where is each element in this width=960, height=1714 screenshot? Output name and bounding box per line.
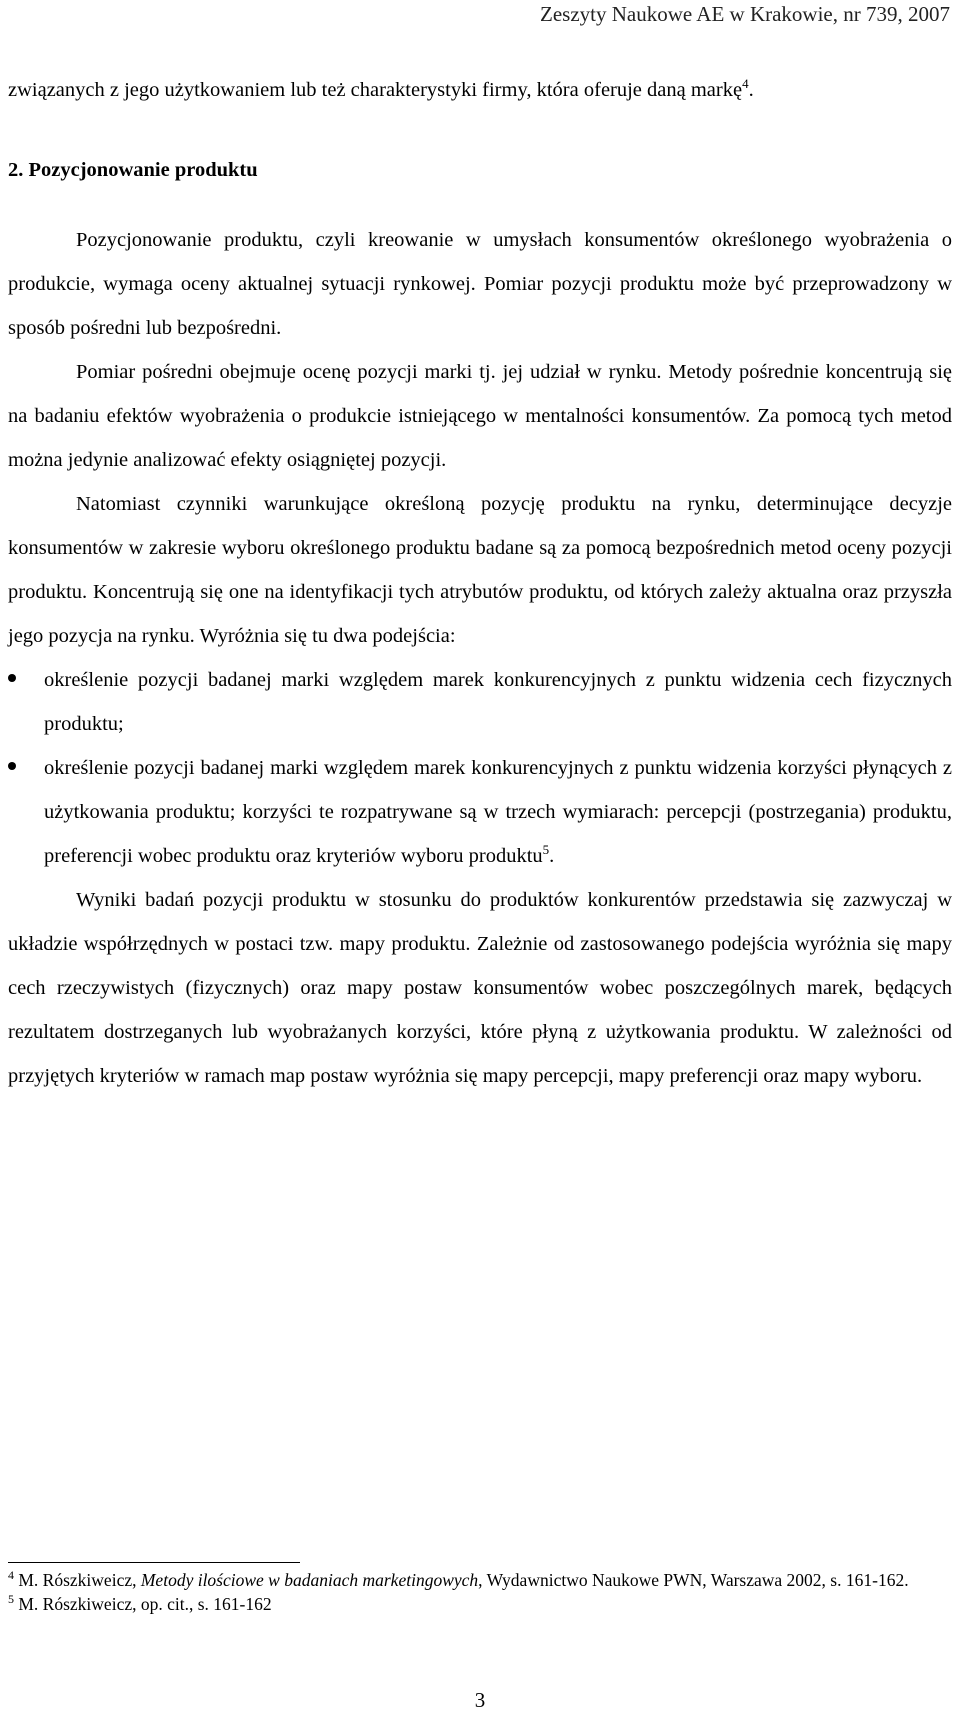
list-item-text: określenie pozycji badanej marki względem marek konkurencyjnych z punktu widzenia korzyści płynących z użytkowania produktu; korzyści te rozpatrywane są w trzech wymiarach: percepcji (postrzegania) produktu, preferencji wobec produktu oraz kryteriów wyboru produktu xyxy=(44,757,952,867)
page-body xyxy=(8,68,952,1098)
footnote-author: M. Rószkiweicz, xyxy=(18,1570,137,1590)
footnote-4 xyxy=(8,1568,952,1592)
footnote-separator xyxy=(8,1562,300,1563)
footnote-number: 5 xyxy=(8,1592,14,1607)
approaches-list xyxy=(8,658,952,878)
paragraph-3: Natomiast czynniki warunkujące określoną pozycję produktu na rynku, determinujące decyzje konsumentów w zakresie wyboru określonego produktu badane są za pomocą bezpośrednich metod oceny pozycji produktu. Koncentrują się one na identyfikacji tych atrybutów produktu, od których zależy aktualna oraz przyszła jego pozycja na rynku. Wyróżnia się tu dwa podejścia: xyxy=(8,493,952,647)
footnote-ref-5: 5 xyxy=(542,842,550,858)
list-item-text-end: . xyxy=(549,845,555,867)
footnote-title: Metody ilościowe w badaniach marketingowych xyxy=(140,1570,479,1590)
footnote-author: M. Rószkiweicz, op. cit., s. 161-162 xyxy=(18,1594,272,1614)
list-item-text: określenie pozycji badanej marki względem marek konkurencyjnych z punktu widzenia cech fizycznych produktu; xyxy=(44,669,952,735)
intro-text-end: . xyxy=(748,79,754,101)
list-item xyxy=(8,658,952,746)
running-header: Zeszyty Naukowe AE w Krakowie, nr 739, 2007 xyxy=(540,2,950,26)
intro-text: związanych z jego użytkowaniem lub też charakterystyki firmy, która oferuje daną markę xyxy=(8,79,743,101)
list-item xyxy=(8,746,952,878)
paragraph-1: Pozycjonowanie produktu, czyli kreowanie w umysłach konsumentów określonego wyobrażenia o produkcie, wymaga oceny aktualnej sytuacji rynkowej. Pomiar pozycji produktu może być przeprowadzony w sposób pośredni lub bezpośredni. xyxy=(8,229,952,339)
footnote-number: 4 xyxy=(8,1568,14,1583)
footnote-ref-4: 4 xyxy=(742,76,749,92)
page-number: 3 xyxy=(474,1688,486,1712)
bullet-icon xyxy=(8,762,16,770)
intro-paragraph xyxy=(8,68,952,112)
paragraph-4: Wyniki badań pozycji produktu w stosunku do produktów konkurentów przedstawia się zazwyczaj w układzie współrzędnych w postaci tzw. mapy produktu. Zależnie od zastosowanego podejścia wyróżnia się mapy cech rzeczywistych (fizycznych) oraz mapy postaw konsumentów wobec poszczególnych marek, będących rezultatem dostrzeganych lub wyobrażanych korzyści, które płyną z użytkowania produktu. W zależności od przyjętych kryteriów w ramach map postaw wyróżnia się mapy percepcji, mapy preferencji oraz mapy wyboru. xyxy=(8,889,952,1087)
footnote-5 xyxy=(8,1592,952,1616)
bullet-icon xyxy=(8,674,16,682)
footnote-rest: , Wydawnictwo Naukowe PWN, Warszawa 2002, s. 161-162. xyxy=(478,1570,909,1590)
section-heading: 2. Pozycjonowanie produktu xyxy=(8,159,258,181)
paragraph-2: Pomiar pośredni obejmuje ocenę pozycji marki tj. jej udział w rynku. Metody pośrednie koncentrują się na badaniu efektów wyobrażenia o produkcie istniejącego w mentalności konsumentów. Za pomocą tych metod można jedynie analizować efekty osiągniętej pozycji. xyxy=(8,361,952,471)
footnotes xyxy=(8,1568,952,1616)
